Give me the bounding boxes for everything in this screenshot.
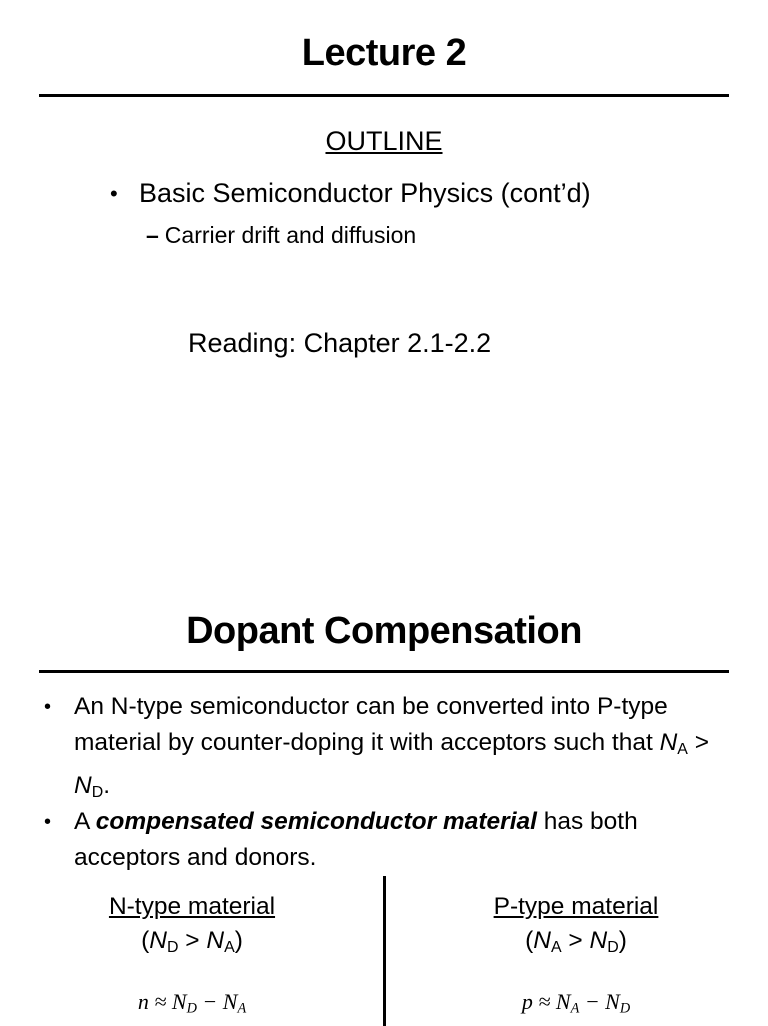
outline-sub-bullet	[146, 220, 416, 250]
bullet-icon: •	[110, 181, 118, 206]
outline-bullet	[110, 175, 710, 215]
column-condition: $(N_A > N_D)$	[525, 927, 627, 956]
sub-bullet-text: Carrier drift and diffusion	[164, 222, 417, 248]
bullet-paragraph-1	[44, 689, 724, 811]
carrier-formula: $n \approx N_D - N_A$	[137, 988, 247, 1017]
carrier-formula: $p \approx N_A - N_D$	[521, 988, 631, 1017]
reading-assignment: Reading: Chapter 2.1-2.2	[188, 328, 492, 358]
p-type-column	[384, 890, 768, 1018]
column-condition: $(N_D > N_A)$	[141, 927, 243, 956]
paragraph-text: A compensated semiconductor material has both acceptors and donors.	[74, 808, 638, 871]
outline-heading: OUTLINE	[325, 126, 443, 156]
slide-dopant-compensation	[0, 560, 768, 1024]
slide-title: Lecture 2	[301, 32, 467, 74]
column-heading: P-type material	[493, 893, 659, 920]
title-divider	[39, 670, 729, 673]
bullet-paragraph-2	[44, 804, 724, 876]
emphasis-term: compensated semiconductor material	[95, 808, 537, 835]
outline-bullet-text: Basic Semiconductor Physics (cont’d)	[139, 178, 591, 208]
paragraph-text: An N-type semiconductor can be converted into P-type material by counter-doping it with acceptors such that $N_A > N_D$.	[74, 693, 710, 801]
dash-icon: –	[146, 222, 159, 248]
bullet-icon: •	[44, 696, 52, 718]
title-divider	[39, 94, 729, 97]
bullet-icon: •	[44, 811, 52, 833]
n-type-column	[0, 890, 384, 1018]
slide-title: Dopant Compensation	[186, 610, 582, 652]
column-heading: N-type material	[108, 893, 276, 920]
